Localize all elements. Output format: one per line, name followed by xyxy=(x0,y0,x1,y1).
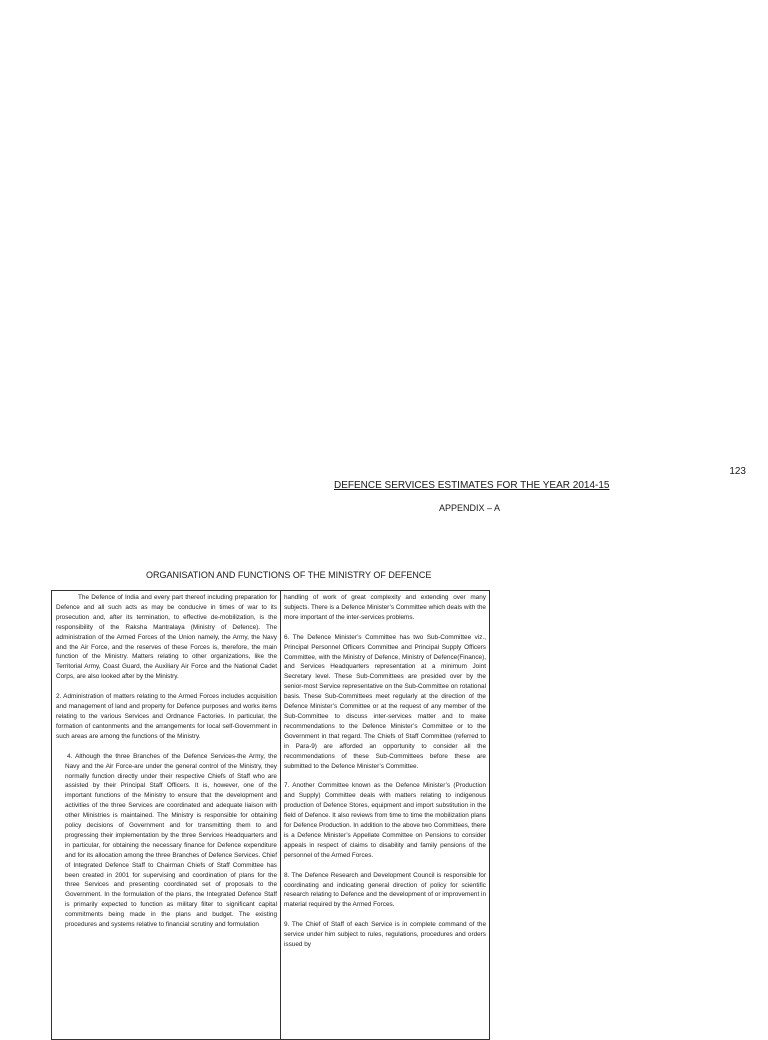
paragraph-2: 2. Administration of matters relating to the Armed Forces includes acquisition and management of land and property for Defence purposes and works items relating to the various Services and Ordnance Factories. In particular, the formation of cantonments and the arrangements for local self-Government in such areas are among the functions of the Ministry. xyxy=(56,693,277,740)
content-table xyxy=(51,590,490,1040)
paragraph-4-block xyxy=(56,752,277,930)
page-number: 123 xyxy=(729,466,746,477)
paragraph-1: The Defence of India and every part thereof including preparation for Defence and all such acts as may be conducive in times of war to its prosecution and, after its termination, to effective de-mobilization, is the responsibility of the Raksha Mantralaya (Ministry of Defence). The administration of the Armed Forces of the Union namely, the Army, the Navy and the Air Force, and the reserves of these Forces is, therefore, the main function of the Ministry. Matters relating to other organizations, like the Territorial Army, Coast Guard, the Auxiliary Air Force and the National Cadet Corps, are also looked after by the Ministry. xyxy=(56,594,277,681)
section-heading: ORGANISATION AND FUNCTIONS OF THE MINISTRY OF DEFENCE xyxy=(146,570,432,580)
paragraph-6: 6. The Defence Minister’s Committee has two Sub-Committee viz., Principal Personnel Officers Committee and Principal Supply Officers Committee, with the Ministry of Defence, Ministry of Defence(Finance), and Services Headquarters representation at a minimum Joint Secretary level. These Sub-Committees are presided over by the senior-most Service representative on the Sub-Committee on rotational basis. These Sub-Committees meet regularly at the direction of the Defence Minister’s Committee or at the request of any member of the Sub-Committee to discuss inter-services matter and to make recommendations to the Defence Minister’s Committee or to the Government in that regard. The Chiefs of Staff Committee (referred to in Para-9) are afforded an opportunity to consider all the recommendations of these Sub-Committees before these are submitted to the Defence Minister’s Committee. xyxy=(284,633,486,770)
document-title: DEFENCE SERVICES ESTIMATES FOR THE YEAR 2014-15 xyxy=(334,480,610,491)
paragraph-9: 9. The Chief of Staff of each Service is in complete command of the service under him subject to rules, regulations, procedures and orders issued by xyxy=(284,921,486,949)
paragraph-7: 7. Another Committee known as the Defence Minister’s (Production and Supply) Committee deals with matters relating to indigenous production of Defence Stores, equipment and import substitution in the field of Defence. It also reviews from time to time the mobilization plans for Defence Production. In addition to the above two Committees, there is a Defence Minister’s Appellate Committee on Pensions to consider appeals in respect of claims to disability and family pensions of the personnel of the Armed Forces. xyxy=(284,782,486,859)
paragraph-continued: handling of work of great complexity and extending over many subjects. There is a Defence Minister’s Committee which deals with the more important of the inter-services problems. xyxy=(284,594,486,621)
appendix-label: APPENDIX – A xyxy=(439,503,501,513)
paragraph-4: 4. Although the three Branches of the Defence Services-the Army, the Navy and the Air Force-are under the general control of the Ministry, they normally function directly under their respective Chiefs of Staff who are assisted by their Principal Staff Officers. It is, however, one of the important functions of the Ministry to ensure that the development and activities of the three Services are coordinated and adequate liaison with other Ministries is maintained. The Ministry is responsible for obtaining policy decisions of Government and for transmitting them to and progressing their implementation by the three Services Headquarters and in particular, for obtaining the necessary finance for Defence expenditure and for its allocation among the three Branches of Defence Services. Chief of Integrated Defence Staff to Chairman Chiefs of Staff Committee has been created in 2001 for supervising and coordination of plans for the three Services and presenting coordinated set of proposals to the Government. In the formulation of the plans, the Integrated Defence Staff is primarily expected to function as military filter to significant capital commitments being made in the plans and budget. The existing procedures and systems relative to financial scrutiny and formulation xyxy=(65,752,277,929)
right-column xyxy=(281,591,489,1039)
left-column xyxy=(52,591,281,1039)
paragraph-8: 8. The Defence Research and Development Council is responsible for coordinating and indicating general direction of policy for scientific research relating to Defence and the development of or improvement in material required by the Armed Forces. xyxy=(284,871,486,909)
